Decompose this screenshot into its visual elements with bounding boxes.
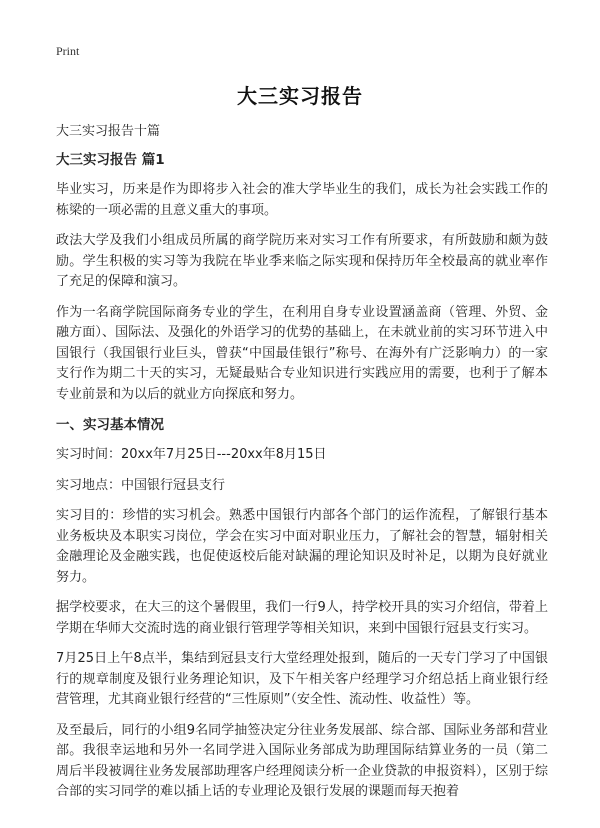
paragraph-intro-1: 毕业实习，历来是作为即将步入社会的准大学毕业生的我们，成长为社会实践工作的栋梁的一项必需的且意义重大的事项。 xyxy=(56,182,548,218)
paragraph-internship-location: 实习地点：中国银行冠县支行 xyxy=(56,477,226,493)
paragraph-school-requirement: 据学校要求，在大三的这个暑假里，我们一行9人，持学校开具的实习介绍信，带着上学期在华师大交流时选的商业银行管理学等相关知识，来到中国银行冠县支行实习。 xyxy=(56,600,548,636)
paragraph-internship-time: 实习时间：20xx年7月25日---20xx年8月15日 xyxy=(56,447,327,462)
article-heading: 大三实习报告 篇1 xyxy=(56,152,165,168)
document-subtitle: 大三实习报告十篇 xyxy=(56,124,161,139)
section-heading-basic-info: 一、实习基本情况 xyxy=(56,417,164,433)
print-link[interactable]: Print xyxy=(56,44,80,58)
paragraph-first-day: 7月25日上午8点半，集结到冠县支行大堂经理处报到，随后的一天专门学习了中国银行的规章制度及银行业务理论知识，及下午相关客户经理学习介绍总括上商业银行经营管理，尤其商业银行经营的“三性原则”（安全性、流动性、收益性）等。 xyxy=(56,651,548,707)
document-body xyxy=(56,122,548,813)
paragraph-assignment: 及至最后，同行的小组9名同学抽签决定分往业务发展部、综合部、国际业务部和营业部。我很幸运地和另外一名同学进入国际业务部成为助理国际结算业务的一员（第二周后半段被调往业务发展部助理客户经理阅读分析一企业贷款的申报资料），区别于综合部的实习同学的难以插上话的专业理论及银行发展的课题而每天抱着 xyxy=(56,722,548,799)
paragraph-intro-2: 政法大学及我们小组成员所属的商学院历来对实习工作有所要求，有所鼓励和颇为鼓励。学生积极的实习等为我院在毕业季来临之际实现和保持历年全校最高的就业率作了充足的保障和演习。 xyxy=(56,233,548,289)
paragraph-intro-3: 作为一名商学院国际商务专业的学生，在利用自身专业设置涵盖商（管理、外贸、金融方面）、国际法、及强化的外语学习的优势的基础上，在未就业前的实习环节进入中国银行（我国银行业巨头，曾获“中国最佳银行”称号、在海外有广泛影响力）的一家支行作为期二十天的实习，无疑最贴合专业知识进行实践应用的需要，也利于了解本专业前景和为以后的就业方向探底和努力。 xyxy=(56,304,548,402)
paragraph-internship-purpose: 实习目的：珍惜的实习机会。熟悉中国银行内部各个部门的运作流程，了解银行基本业务板块及本职实习岗位，学会在实习中面对职业压力，了解社会的智慧，辐射相关金融理论及金融实践，也促使返校后能对缺漏的理论知识及时补足，以期为良好就业努力。 xyxy=(56,508,548,585)
page-title: 大三实习报告 xyxy=(237,84,363,108)
